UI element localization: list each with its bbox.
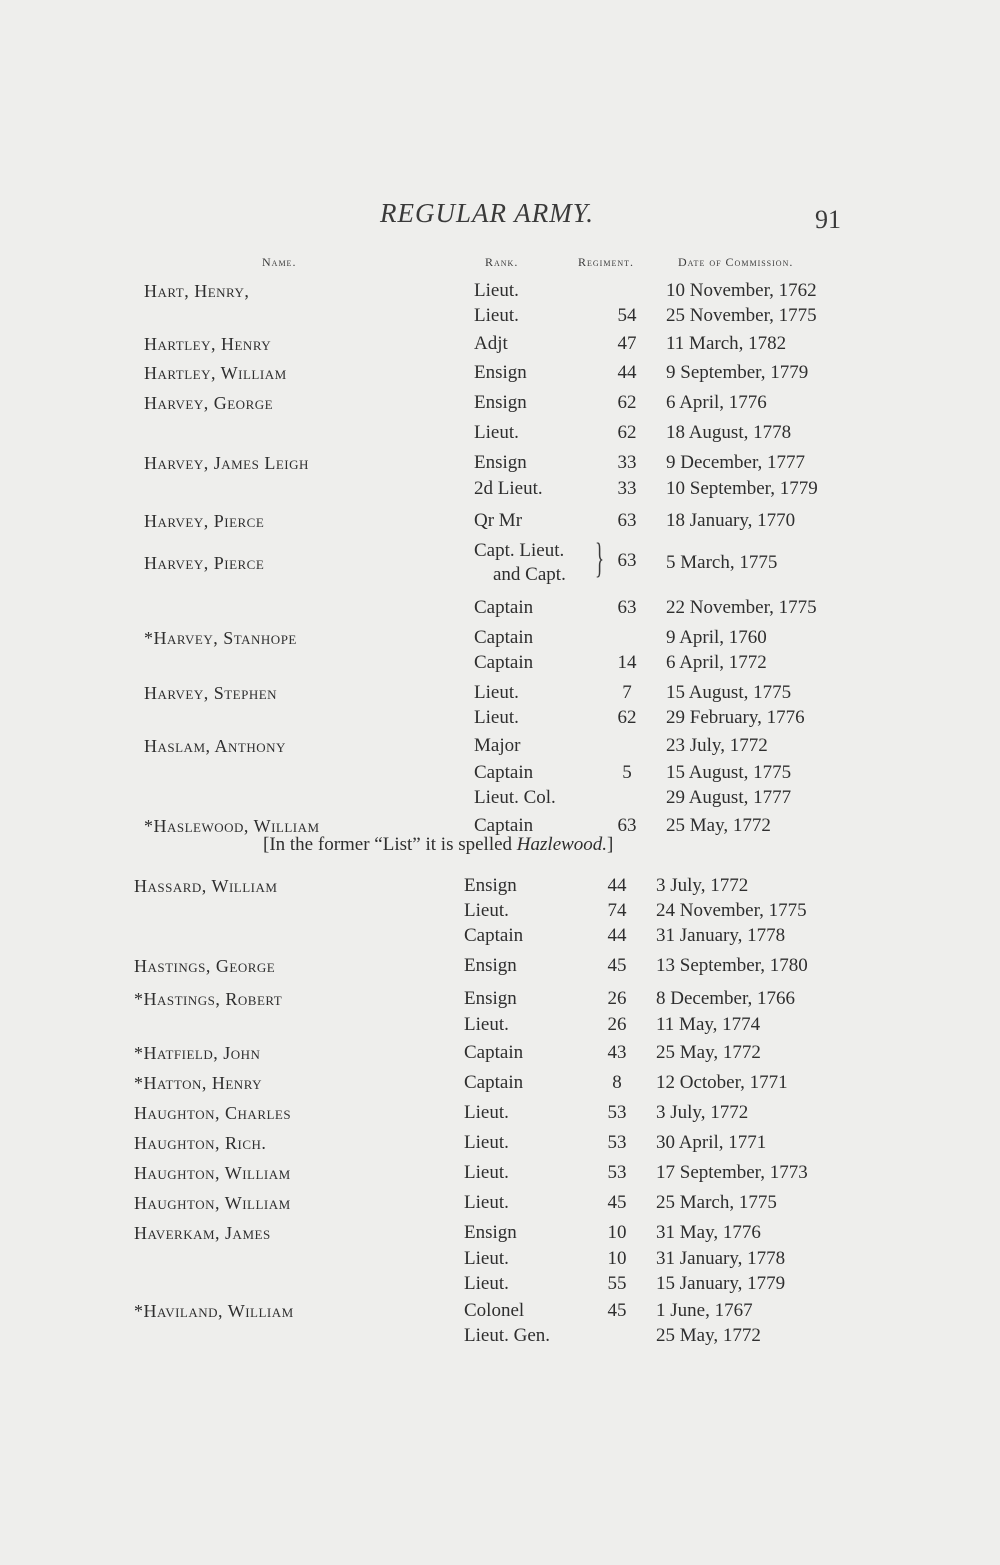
officer-name: *Haviland, William (134, 1301, 294, 1321)
rank: Captain (474, 627, 534, 648)
officer-name: *Haslewood, William (144, 816, 320, 836)
commission-date: 24 November, 1775 (656, 900, 807, 921)
commission-date: 9 December, 1777 (666, 452, 806, 473)
officer-name: Haughton, Rich. (134, 1133, 267, 1153)
rank: Lieut. (464, 1192, 509, 1213)
officer-name: *Hatfield, John (134, 1043, 261, 1063)
rank: Major (474, 735, 521, 756)
table-row (0, 1192, 1000, 1220)
officer-name: Hassard, William (134, 876, 278, 896)
rank: Lieut. (464, 1273, 509, 1294)
commission-date: 18 August, 1778 (666, 422, 792, 443)
table-row (0, 1248, 1000, 1276)
rank: Captain (464, 1072, 524, 1093)
commission-date: 9 April, 1760 (666, 627, 767, 648)
officer-name: Haughton, William (134, 1163, 291, 1183)
regiment-number: 5 (622, 762, 632, 783)
rank-line-2: and Capt. (493, 564, 566, 585)
officer-name: *Hatton, Henry (134, 1073, 263, 1093)
regiment-number: 74 (607, 900, 627, 921)
table-row (0, 735, 1000, 763)
commission-date: 1 June, 1767 (656, 1300, 753, 1321)
commission-date: 31 January, 1778 (656, 1248, 786, 1269)
officer-name: Hartley, Henry (144, 334, 272, 354)
table-row (0, 1102, 1000, 1130)
table-row (0, 280, 1000, 308)
column-header-rank: Rank. (485, 255, 519, 269)
officer-name: *Harvey, Stanhope (144, 628, 297, 648)
officer-name: Haughton, William (134, 1193, 291, 1213)
regiment-number: 54 (617, 305, 637, 326)
table-row (0, 1042, 1000, 1070)
officer-name: Harvey, Pierce (144, 553, 265, 573)
commission-date: 25 March, 1775 (656, 1192, 777, 1213)
rank: Lieut. (464, 1014, 509, 1035)
officer-name: Harvey, Stephen (144, 683, 278, 703)
regiment-number: 7 (622, 682, 632, 703)
regiment-number: 45 (607, 955, 627, 976)
commission-date: 13 September, 1780 (656, 955, 808, 976)
table-row (0, 900, 1000, 928)
note-suffix: ] (607, 834, 614, 855)
table-row (0, 875, 1000, 903)
table-row (0, 452, 1000, 480)
table-row (0, 1162, 1000, 1190)
table-row (0, 1132, 1000, 1160)
officer-name: Haverkam, James (134, 1223, 271, 1243)
note-italic: Hazlewood. (516, 834, 608, 855)
table-row (0, 627, 1000, 655)
table-row (0, 1300, 1000, 1328)
table-row (0, 1072, 1000, 1100)
regiment-number: 10 (607, 1222, 627, 1243)
regiment-number: 33 (617, 452, 637, 473)
column-header-date: Date of Commission. (678, 255, 794, 269)
table-row (0, 787, 1000, 815)
officer-name: Haslam, Anthony (144, 736, 286, 756)
regiment-number: 26 (607, 988, 627, 1009)
rank-line-1: Capt. Lieut. (474, 540, 565, 561)
rank: Qr Mr (474, 510, 523, 531)
commission-date: 30 April, 1771 (656, 1132, 767, 1153)
table-row (0, 925, 1000, 953)
commission-date: 6 April, 1776 (666, 392, 767, 413)
regiment-number: 10 (607, 1248, 627, 1269)
regiment-number: 53 (607, 1132, 627, 1153)
commission-date: 18 January, 1770 (666, 510, 796, 531)
column-header-name: Name. (262, 255, 297, 269)
rank: Lieut. (464, 1102, 509, 1123)
rank: Ensign (464, 955, 517, 976)
rank: Colonel (464, 1300, 525, 1321)
commission-date: 3 July, 1772 (656, 1102, 749, 1123)
rank: Captain (464, 1042, 524, 1063)
rank: Lieut. (474, 305, 519, 326)
commission-date: 15 August, 1775 (666, 682, 792, 703)
regiment-number: 62 (617, 707, 637, 728)
regiment-number: 33 (617, 478, 637, 499)
table-row (0, 422, 1000, 450)
page-number: 91 (815, 205, 841, 234)
commission-date: 25 May, 1772 (666, 815, 771, 836)
commission-date: 25 November, 1775 (666, 305, 817, 326)
rank: Lieut. (474, 707, 519, 728)
regiment-number: 45 (607, 1192, 627, 1213)
commission-date: 15 August, 1775 (666, 762, 792, 783)
rank: Ensign (474, 452, 527, 473)
regiment-number: 45 (607, 1300, 627, 1321)
table-row (0, 333, 1000, 361)
rank: Captain (474, 762, 534, 783)
rank: Captain (464, 925, 524, 946)
officer-name: Haughton, Charles (134, 1103, 292, 1123)
brace-mark: } (595, 536, 605, 582)
regiment-number: 53 (607, 1162, 627, 1183)
commission-date: 10 November, 1762 (666, 280, 817, 301)
commission-date: 29 August, 1777 (666, 787, 792, 808)
table-row (0, 652, 1000, 680)
regiment-number: 44 (607, 875, 627, 896)
rank: Captain (474, 815, 534, 836)
table-row (0, 1222, 1000, 1250)
table-row (0, 392, 1000, 420)
commission-date: 12 October, 1771 (656, 1072, 788, 1093)
officer-name: Harvey, Pierce (144, 511, 265, 531)
officer-name: *Hastings, Robert (134, 989, 283, 1009)
regiment-number: 62 (617, 422, 637, 443)
table-row (0, 536, 1000, 585)
table-row (0, 1273, 1000, 1301)
regiment-number: 62 (617, 392, 637, 413)
regiment-number: 26 (607, 1014, 627, 1035)
rank: Lieut. (474, 422, 519, 443)
regiment-number: 8 (612, 1072, 622, 1093)
table-row (0, 988, 1000, 1016)
commission-date: 15 January, 1779 (656, 1273, 786, 1294)
table-row (0, 597, 1000, 625)
regiment-number: 63 (617, 550, 637, 571)
rank: Lieut. (464, 1162, 509, 1183)
regiment-number: 44 (607, 925, 627, 946)
regiment-number: 63 (617, 815, 637, 836)
officer-name: Harvey, George (144, 393, 274, 413)
rank: Lieut. (474, 682, 519, 703)
commission-date: 25 May, 1772 (656, 1325, 761, 1346)
commission-date: 17 September, 1773 (656, 1162, 808, 1183)
commission-date: 3 July, 1772 (656, 875, 749, 896)
rank: Lieut. Gen. (464, 1325, 551, 1346)
regiment-number: 14 (617, 652, 637, 673)
rank: Lieut. (464, 900, 509, 921)
rank: Lieut. (464, 1132, 509, 1153)
rank: Ensign (464, 988, 517, 1009)
rank: Lieut. (474, 280, 519, 301)
rank: Ensign (474, 392, 527, 413)
regiment-number: 43 (607, 1042, 627, 1063)
table-row (0, 1325, 1000, 1353)
table-row (0, 707, 1000, 735)
regiment-number: 55 (607, 1273, 627, 1294)
commission-date: 31 May, 1776 (656, 1222, 761, 1243)
commission-date: 22 November, 1775 (666, 597, 817, 618)
rank: Captain (474, 597, 534, 618)
commission-date: 29 February, 1776 (666, 707, 805, 728)
officer-name: Hartley, William (144, 363, 287, 383)
commission-date: 31 January, 1778 (656, 925, 786, 946)
commission-date: 10 September, 1779 (666, 478, 818, 499)
regiment-number: 53 (607, 1102, 627, 1123)
rank: Adjt (474, 333, 508, 354)
table-row (0, 1014, 1000, 1042)
commission-date: 11 May, 1774 (656, 1014, 761, 1035)
officer-name: Hart, Henry, (144, 281, 250, 301)
rank: Ensign (464, 875, 517, 896)
table-row (0, 305, 1000, 333)
rank: 2d Lieut. (474, 478, 543, 499)
regiment-number: 47 (617, 333, 637, 354)
table-row (0, 682, 1000, 710)
commission-date: 25 May, 1772 (656, 1042, 761, 1063)
rank: Captain (474, 652, 534, 673)
table-row (0, 955, 1000, 983)
regiment-number: 63 (617, 597, 637, 618)
commission-date: 6 April, 1772 (666, 652, 767, 673)
table-row (0, 478, 1000, 506)
spelling-note (263, 834, 613, 856)
rank: Ensign (464, 1222, 517, 1243)
rank: Lieut. (464, 1248, 509, 1269)
table-row (0, 510, 1000, 538)
commission-date: 5 March, 1775 (666, 552, 778, 573)
commission-date: 8 December, 1766 (656, 988, 796, 1009)
officer-name: Hastings, George (134, 956, 276, 976)
column-header-regiment: Regiment. (578, 255, 634, 269)
rank: Ensign (474, 362, 527, 383)
regiment-number: 63 (617, 510, 637, 531)
commission-date: 11 March, 1782 (666, 333, 787, 354)
commission-date: 9 September, 1779 (666, 362, 809, 383)
note-prefix: [In the former “List” it is spelled (263, 834, 517, 855)
table-row (0, 762, 1000, 790)
running-title: REGULAR ARMY. (380, 198, 595, 228)
rank: Lieut. Col. (474, 787, 556, 808)
officer-name: Harvey, James Leigh (144, 453, 309, 473)
regiment-number: 44 (617, 362, 637, 383)
commission-date: 23 July, 1772 (666, 735, 768, 756)
table-row (0, 362, 1000, 390)
